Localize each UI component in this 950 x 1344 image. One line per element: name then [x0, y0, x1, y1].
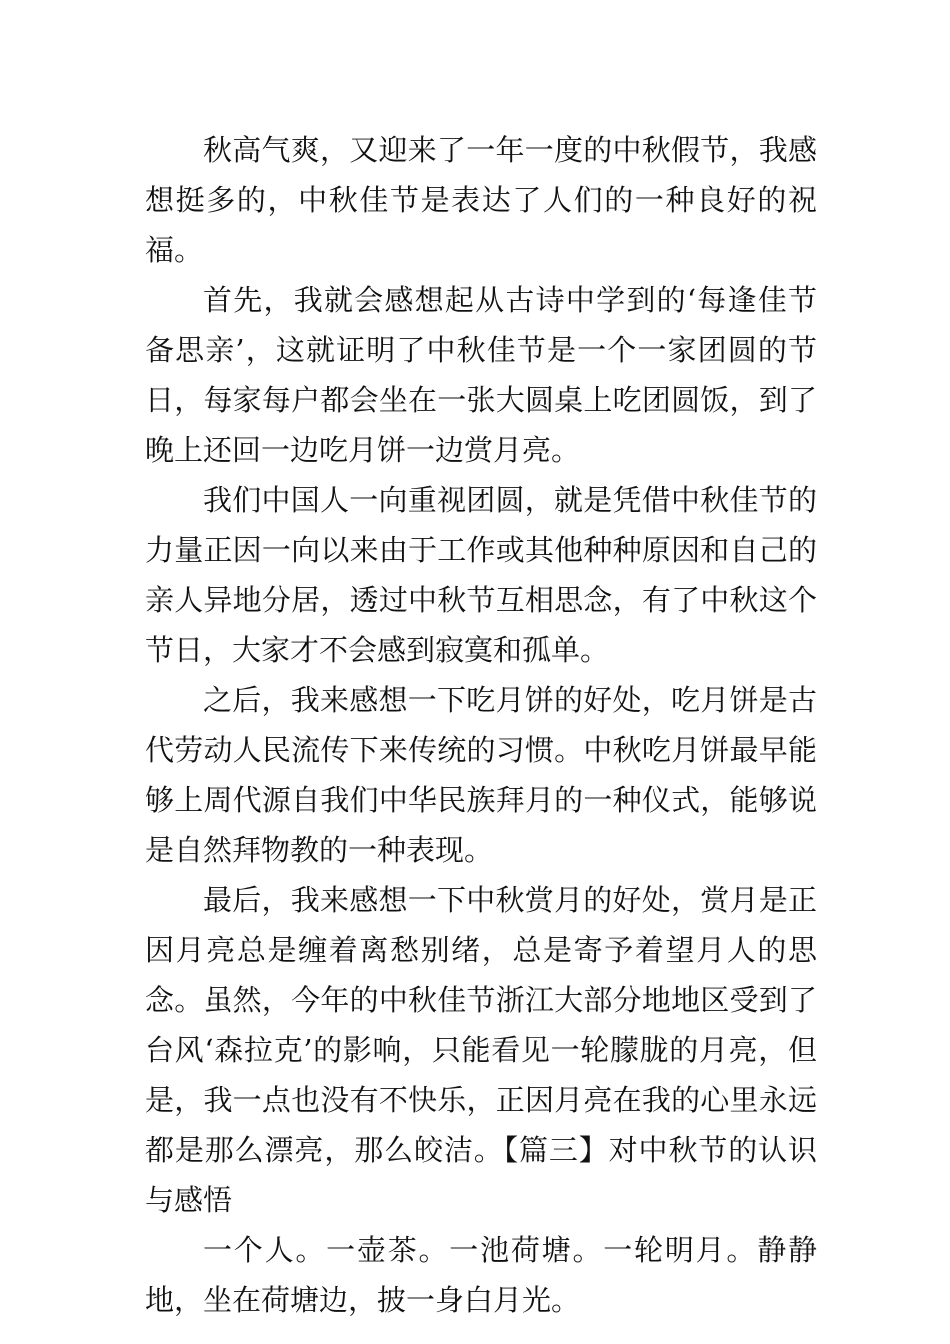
paragraph-2: 首先，我就会感想起从古诗中学到的‘每逢佳节备思亲’，这就证明了中秋佳节是一个一家团圆的节日，每家每户都会坐在一张大圆桌上吃团圆饭，到了晚上还回一边吃月饼一边赏月亮。	[145, 283, 817, 467]
paragraph-3: 我们中国人一向重视团圆，就是凭借中秋佳节的力量正因一向以来由于工作或其他种种原因和自己的亲人异地分居，透过中秋节互相思念，有了中秋这个节日，大家才不会感到寂寞和孤单。	[145, 483, 817, 667]
paragraph-1: 秋高气爽，又迎来了一年一度的中秋假节，我感想挺多的，中秋佳节是表达了人们的一种良好的祝福。	[145, 133, 817, 267]
paragraph-5: 最后，我来感想一下中秋赏月的好处，赏月是正因月亮总是缠着离愁别绪，总是寄予着望月人的思念。虽然，今年的中秋佳节浙江大部分地地区受到了台风‘森拉克’的影响，只能看见一轮朦胧的月亮，但是，我一点也没有不快乐，正因月亮在我的心里永远都是那么漂亮，那么皎洁。【篇三】对中秋节的认识与感悟	[145, 883, 817, 1217]
paragraph-4: 之后，我来感想一下吃月饼的好处，吃月饼是古代劳动人民流传下来传统的习惯。中秋吃月饼最早能够上周代源自我们中华民族拜月的一种仪式，能够说是自然拜物教的一种表现。	[145, 683, 817, 867]
document-body	[145, 125, 817, 1325]
paragraph-6: 一个人。一壶茶。一池荷塘。一轮明月。静静地，坐在荷塘边，披一身白月光。	[145, 1233, 817, 1317]
